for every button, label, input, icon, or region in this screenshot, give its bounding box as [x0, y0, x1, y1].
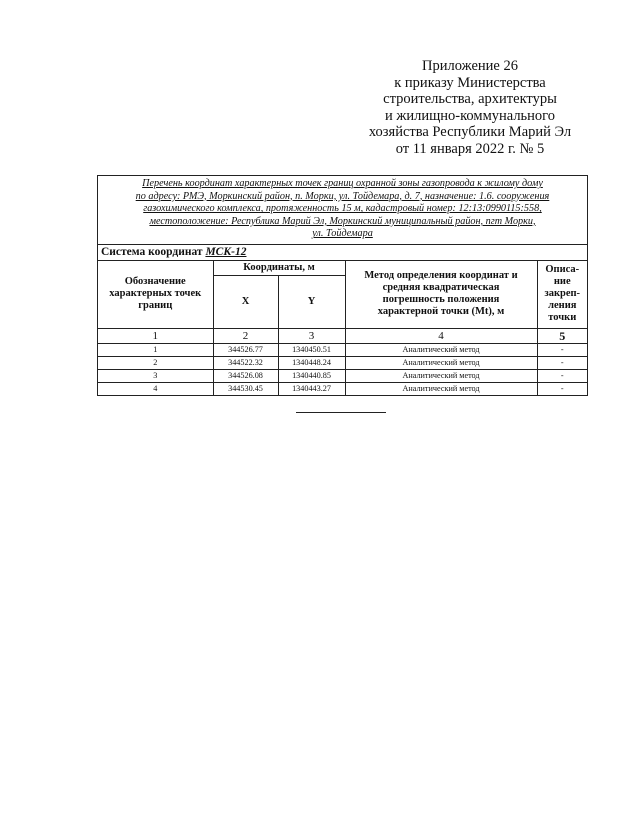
header-line: хозяйства Республики Марий Эл — [368, 124, 572, 141]
order-header — [360, 58, 580, 158]
table-row — [98, 356, 587, 369]
coordinates-frame — [97, 175, 588, 396]
cell-y: 1340448.24 — [278, 356, 345, 369]
header-point: Обозначение характерных точек границ — [98, 261, 213, 329]
cell-method: Аналитический метод — [345, 369, 537, 382]
cell-point: 3 — [98, 369, 213, 382]
header-line: к приказу Министерства — [394, 74, 546, 91]
description-line: точки — [548, 312, 577, 324]
coordinate-system-label: Система координат — [101, 245, 203, 258]
cell-method: Аналитический метод — [345, 343, 537, 356]
cell-y: 1340440.85 — [278, 369, 345, 382]
title-line: по адресу: РМЭ, Моркинский район, п. Морки, ул. Тойдемара, д. 7, назначение: 1.6. сооружения — [135, 190, 550, 202]
table-row — [98, 369, 587, 382]
cell-x: 344522.32 — [213, 356, 278, 369]
header-line: Приложение 26 — [422, 58, 518, 74]
header-line: и жилищно-коммунального — [384, 107, 556, 124]
description-line: закреп- — [544, 288, 581, 300]
cell-y: 1340450.51 — [278, 343, 345, 356]
cell-method: Аналитический метод — [345, 356, 537, 369]
description-line: ние — [553, 276, 571, 288]
column-number: 3 — [278, 328, 345, 343]
cell-y: 1340443.27 — [278, 382, 345, 395]
cell-description: - — [537, 369, 587, 382]
header-method: Метод определения координат и средняя квадратическая погрешность положения характерной точки (Mt), м — [345, 261, 537, 329]
header-y: Y — [278, 275, 345, 328]
cell-description: - — [537, 382, 587, 395]
cell-x: 344526.77 — [213, 343, 278, 356]
column-number: 5 — [537, 328, 587, 343]
coordinate-system — [98, 245, 587, 261]
description-line: Описа- — [545, 264, 580, 276]
end-rule — [296, 412, 386, 413]
cell-description: - — [537, 356, 587, 369]
coordinates-table — [98, 261, 587, 395]
document-title — [98, 176, 587, 245]
title-line: газохимического комплекса, протяженность 15 м, кадастровый номер: 12:13:0990115:558, — [143, 203, 542, 215]
cell-method: Аналитический метод — [345, 382, 537, 395]
title-line: местоположение: Республика Марий Эл, Моркинский муниципальный район, пгт Морки, — [149, 215, 536, 227]
cell-x: 344526.08 — [213, 369, 278, 382]
cell-point: 2 — [98, 356, 213, 369]
coordinate-system-code: МСК-12 — [205, 245, 247, 258]
header-x: X — [213, 275, 278, 328]
title-line: Перечень координат характерных точек границ охранной зоны газопровода к жилому дому — [142, 178, 543, 189]
cell-description: - — [537, 343, 587, 356]
header-coords: Координаты, м — [213, 261, 345, 276]
table-row — [98, 382, 587, 395]
cell-x: 344530.45 — [213, 382, 278, 395]
description-line: ления — [548, 300, 577, 312]
column-numbers-row — [98, 328, 587, 343]
header-line: строительства, архитектуры — [383, 91, 557, 108]
cell-point: 1 — [98, 343, 213, 356]
column-number: 4 — [345, 328, 537, 343]
header-line: от 11 января 2022 г. № 5 — [395, 140, 545, 157]
title-line: ул. Тойдемара — [312, 228, 373, 240]
cell-point: 4 — [98, 382, 213, 395]
column-number: 1 — [98, 328, 213, 343]
header-description — [537, 261, 587, 329]
table-row — [98, 343, 587, 356]
column-number: 2 — [213, 328, 278, 343]
